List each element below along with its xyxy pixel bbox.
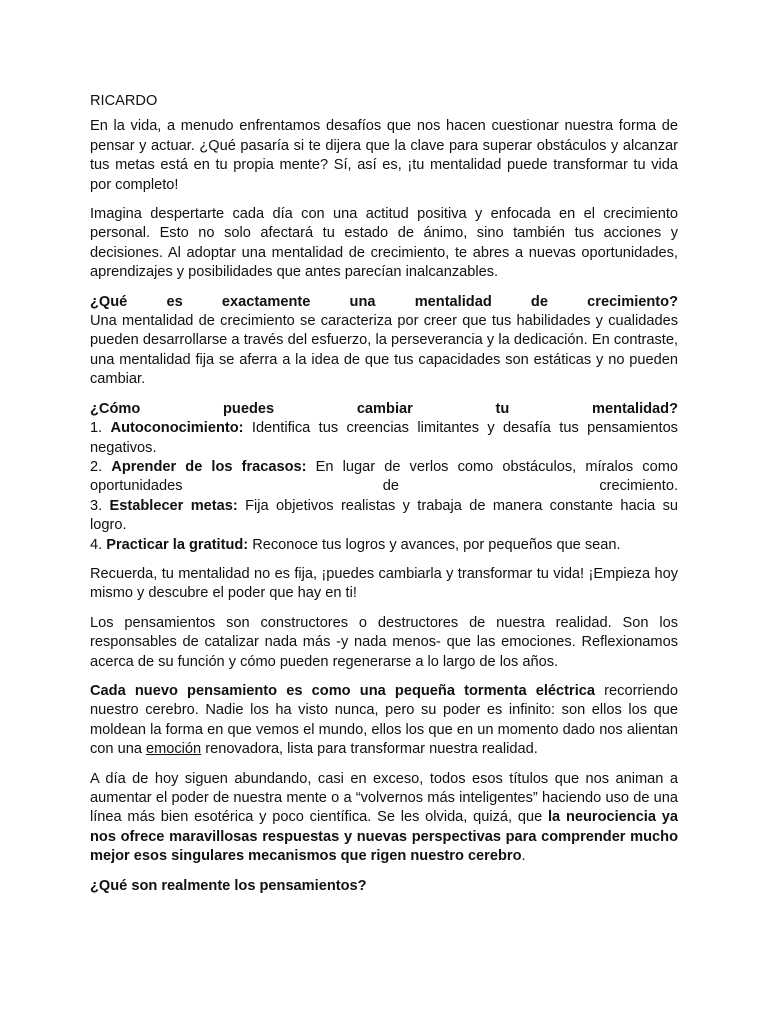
list-item-title: Establecer metas: <box>109 497 238 514</box>
tormenta-paragraph: Cada nuevo pensamiento es como una pequeña tormenta eléctrica recorriendo nuestro cerebro. Nadie los ha visto nunca, pero su poder es infinito: son ellos los que moldean la forma en que vemos el mundo, ellos los que en un momento dado nos alientan con una emoción renovadora, lista para transformar nuestra realidad. <box>90 682 678 758</box>
recuerda-paragraph: Recuerda, tu mentalidad no es fija, ¡puedes cambiarla y transformar tu vida! ¡Empieza hoy mismo y descubre el poder que hay en ti! <box>90 565 678 602</box>
list-item: 2. Aprender de los fracasos: En lugar de verlos como obstáculos, míralos como oportunidades de crecimiento. <box>90 458 678 495</box>
document-author: RICARDO <box>90 93 158 109</box>
list-item-title: Aprender de los fracasos: <box>111 458 307 475</box>
list-item-text: En lugar de verlos como obstáculos, míralos como oportunidades de crecimiento. <box>90 458 678 495</box>
list-item-title: Practicar la gratitud: <box>106 536 249 553</box>
pensamientos-paragraph: Los pensamientos son constructores o destructores de nuestra realidad. Son los responsables de catalizar nada más -y nada menos- que las emociones. Reflexionamos acerca de su función y cómo pueden regenerarse a lo largo de los años. <box>90 614 678 670</box>
intro-paragraph: En la vida, a menudo enfrentamos desafíos que nos hacen cuestionar nuestra forma de pensar y actuar. ¿Qué pasaría si te dijera que la clave para superar obstáculos y alcanzar tus metas está en tu propia mente? Sí, así es, ¡tu mentalidad puede transformar tu vida por completo! <box>90 118 678 193</box>
list-item-title: Autoconocimiento: <box>110 420 244 437</box>
emocion-link[interactable]: emoción <box>146 741 202 758</box>
section-growth-mindset <box>90 293 678 390</box>
list-item: 1. Autoconocimiento: Identifica tus creencias limitantes y desafía tus pensamientos negativos. <box>90 420 678 456</box>
section-change-mindset <box>90 400 678 555</box>
tormenta-bold: Cada nuevo pensamiento es como una pequeña tormenta eléctrica <box>90 682 595 699</box>
section-heading-growth: ¿Qué es exactamente una mentalidad de crecimiento? <box>90 293 678 310</box>
document-page <box>90 92 678 896</box>
list-item-text: Reconoce tus logros y avances, por pequeños que sean. <box>248 536 621 553</box>
neuro-paragraph: A día de hoy siguen abundando, casi en exceso, todos esos títulos que nos animan a aumentar el poder de nuestra mente o a “volvernos más inteligentes” haciendo uso de una línea más bien esotérica y poco científica. Se les olvida, quizá, que la neurociencia ya nos ofrece maravillosas respuestas y nuevas perspectivas para comprender mucho mejor esos singulares mecanismos que rigen nuestro cerebro. <box>90 770 678 865</box>
list-item: 4. Practicar la gratitud: Reconoce tus logros y avances, por pequeños que sean. <box>90 536 621 553</box>
neuro-bold: la neurociencia ya nos ofrece maravillosas respuestas y nuevas perspectivas para comprender mucho mejor esos singulares mecanismos que rigen nuestro cerebro <box>90 809 678 865</box>
imagine-paragraph: Imagina despertarte cada día con una actitud positiva y enfocada en el crecimiento personal. Esto no solo afectará tu estado de ánimo, sino también tus acciones y decisiones. Al adoptar una mentalidad de crecimiento, te abres a nuevas oportunidades, aprendizajes y posibilidades que antes parecían inalcanzables. <box>90 206 678 281</box>
list-item-text: Identifica tus creencias limitantes y desafía tus pensamientos negativos. <box>90 420 678 456</box>
list-item-text: Fija objetivos realistas y trabaja de manera constante hacia su logro. <box>90 497 678 534</box>
final-heading: ¿Qué son realmente los pensamientos? <box>90 877 367 894</box>
list-item: 3. Establecer metas: Fija objetivos realistas y trabaja de manera constante hacia su logro. <box>90 497 678 534</box>
section-body-growth: Una mentalidad de crecimiento se caracteriza por creer que tus habilidades y cualidades pueden desarrollarse a través del esfuerzo, la perseverancia y la dedicación. En contraste, una mentalidad fija se aferra a la idea de que tus capacidades son estáticas y no pueden cambiar. <box>90 313 678 388</box>
section-heading-change: ¿Cómo puedes cambiar tu mentalidad? <box>90 400 678 417</box>
